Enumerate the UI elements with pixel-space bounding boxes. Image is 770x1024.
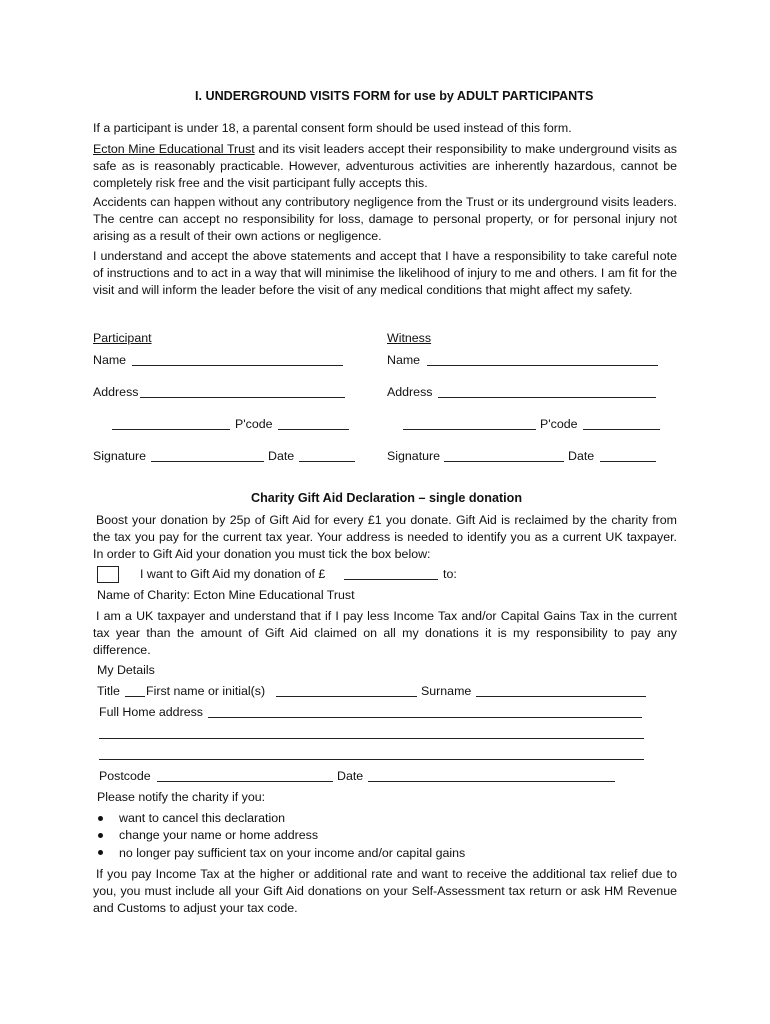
home-address-line3-field[interactable] xyxy=(99,759,644,760)
witness-date-label: Date xyxy=(568,449,595,463)
witness-heading: Witness xyxy=(387,331,432,345)
responsibility-paragraph xyxy=(93,141,677,192)
first-name-label: First name or initial(s) xyxy=(146,684,266,698)
details-date-label: Date xyxy=(337,769,364,783)
participant-address-line2-field[interactable] xyxy=(112,429,230,430)
under-18-note: If a participant is under 18, a parental consent form should be used instead of this form. xyxy=(93,121,572,135)
notify-heading: Please notify the charity if you: xyxy=(97,790,266,804)
participant-pcode-field[interactable] xyxy=(278,429,349,430)
closing-paragraph: If you pay Income Tax at the higher or additional rate and want to receive the additional tax relief due to you, you must include all your Gift Aid donations on your Self-Assessment tax return or ask HM Revenue and Customs to adjust your tax code. xyxy=(93,867,677,915)
gift-aid-checkbox-suffix: to: xyxy=(443,567,457,581)
participant-address-field[interactable] xyxy=(140,397,345,398)
form-title: I. UNDERGROUND VISITS FORM for use by ADULT PARTICIPANTS xyxy=(195,89,594,103)
details-date-field[interactable] xyxy=(368,781,615,782)
home-address-label: Full Home address xyxy=(99,705,203,719)
first-name-field[interactable] xyxy=(276,696,417,697)
witness-name-label: Name xyxy=(387,353,421,367)
witness-address-label: Address xyxy=(387,385,433,399)
my-details-heading: My Details xyxy=(97,663,155,677)
title-label: Title xyxy=(97,684,120,698)
witness-name-field[interactable] xyxy=(427,365,658,366)
witness-pcode-label: P'code xyxy=(540,417,578,431)
bullet-icon xyxy=(98,850,103,855)
participant-date-field[interactable] xyxy=(299,461,355,462)
trust-link[interactable]: Ecton Mine Educational Trust xyxy=(93,142,255,156)
participant-name-field[interactable] xyxy=(132,365,343,366)
notify-item: want to cancel this declaration xyxy=(119,811,285,825)
participant-signature-label: Signature xyxy=(93,449,147,463)
charity-name: Name of Charity: Ecton Mine Educational Trust xyxy=(97,588,355,602)
witness-pcode-field[interactable] xyxy=(583,429,660,430)
title-field[interactable] xyxy=(125,696,145,697)
gift-aid-checkbox-label: I want to Gift Aid my donation of £ xyxy=(140,567,326,581)
participant-signature-field[interactable] xyxy=(151,461,264,462)
bullet-icon xyxy=(98,833,103,838)
postcode-field[interactable] xyxy=(157,781,333,782)
notify-item: no longer pay sufficient tax on your income and/or capital gains xyxy=(119,846,466,860)
donation-amount-field[interactable] xyxy=(344,579,438,580)
home-address-line2-field[interactable] xyxy=(99,738,644,739)
witness-signature-label: Signature xyxy=(387,449,441,463)
notify-item: change your name or home address xyxy=(119,828,319,842)
witness-date-field[interactable] xyxy=(600,461,656,462)
responsibility-text: and its visit leaders accept their responsibility to make underground visits as safe as is reasonably practicable. However, adventurous activities are inherently hazardous, cannot be completely risk free and the visit participant fully accepts this. xyxy=(93,142,678,190)
taxpayer-declaration: I am a UK taxpayer and understand that if I pay less Income Tax and/or Capital Gains Tax in the current tax year than the amount of Gift Aid claimed on all my donations it is my responsibility to pay any difference. xyxy=(93,609,677,657)
participant-date-label: Date xyxy=(268,449,295,463)
bullet-icon xyxy=(98,816,103,821)
participant-pcode-label: P'code xyxy=(235,417,273,431)
acceptance-paragraph: I understand and accept the above statements and accept that I have a responsibility to take careful note of instructions and to act in a way that will minimise the likelihood of injury to me and others. I am fit for the visit and will inform the leader before the visit of any medical conditions that might affect my safety. xyxy=(93,249,677,297)
home-address-field[interactable] xyxy=(208,717,642,718)
participant-name-label: Name xyxy=(93,353,127,367)
surname-field[interactable] xyxy=(476,696,646,697)
gift-aid-checkbox[interactable] xyxy=(97,566,119,583)
participant-heading: Participant xyxy=(93,331,152,345)
surname-label: Surname xyxy=(421,684,472,698)
gift-aid-intro: Boost your donation by 25p of Gift Aid for every £1 you donate. Gift Aid is reclaimed by the charity from the tax you pay for the current tax year. Your address is needed to identify you as a current UK taxpayer. In order to Gift Aid your donation you must tick the box below: xyxy=(93,513,677,561)
postcode-label: Postcode xyxy=(99,769,151,783)
witness-address-field[interactable] xyxy=(438,397,656,398)
witness-signature-field[interactable] xyxy=(444,461,564,462)
witness-address-line2-field[interactable] xyxy=(403,429,536,430)
accidents-paragraph: Accidents can happen without any contributory negligence from the Trust or its underground visits leaders. The centre can accept no responsibility for loss, damage to personal property, or for personal injury not arising as a result of their own actions or negligence. xyxy=(93,195,677,243)
participant-address-label: Address xyxy=(93,385,139,399)
gift-aid-heading: Charity Gift Aid Declaration – single donation xyxy=(251,491,523,505)
